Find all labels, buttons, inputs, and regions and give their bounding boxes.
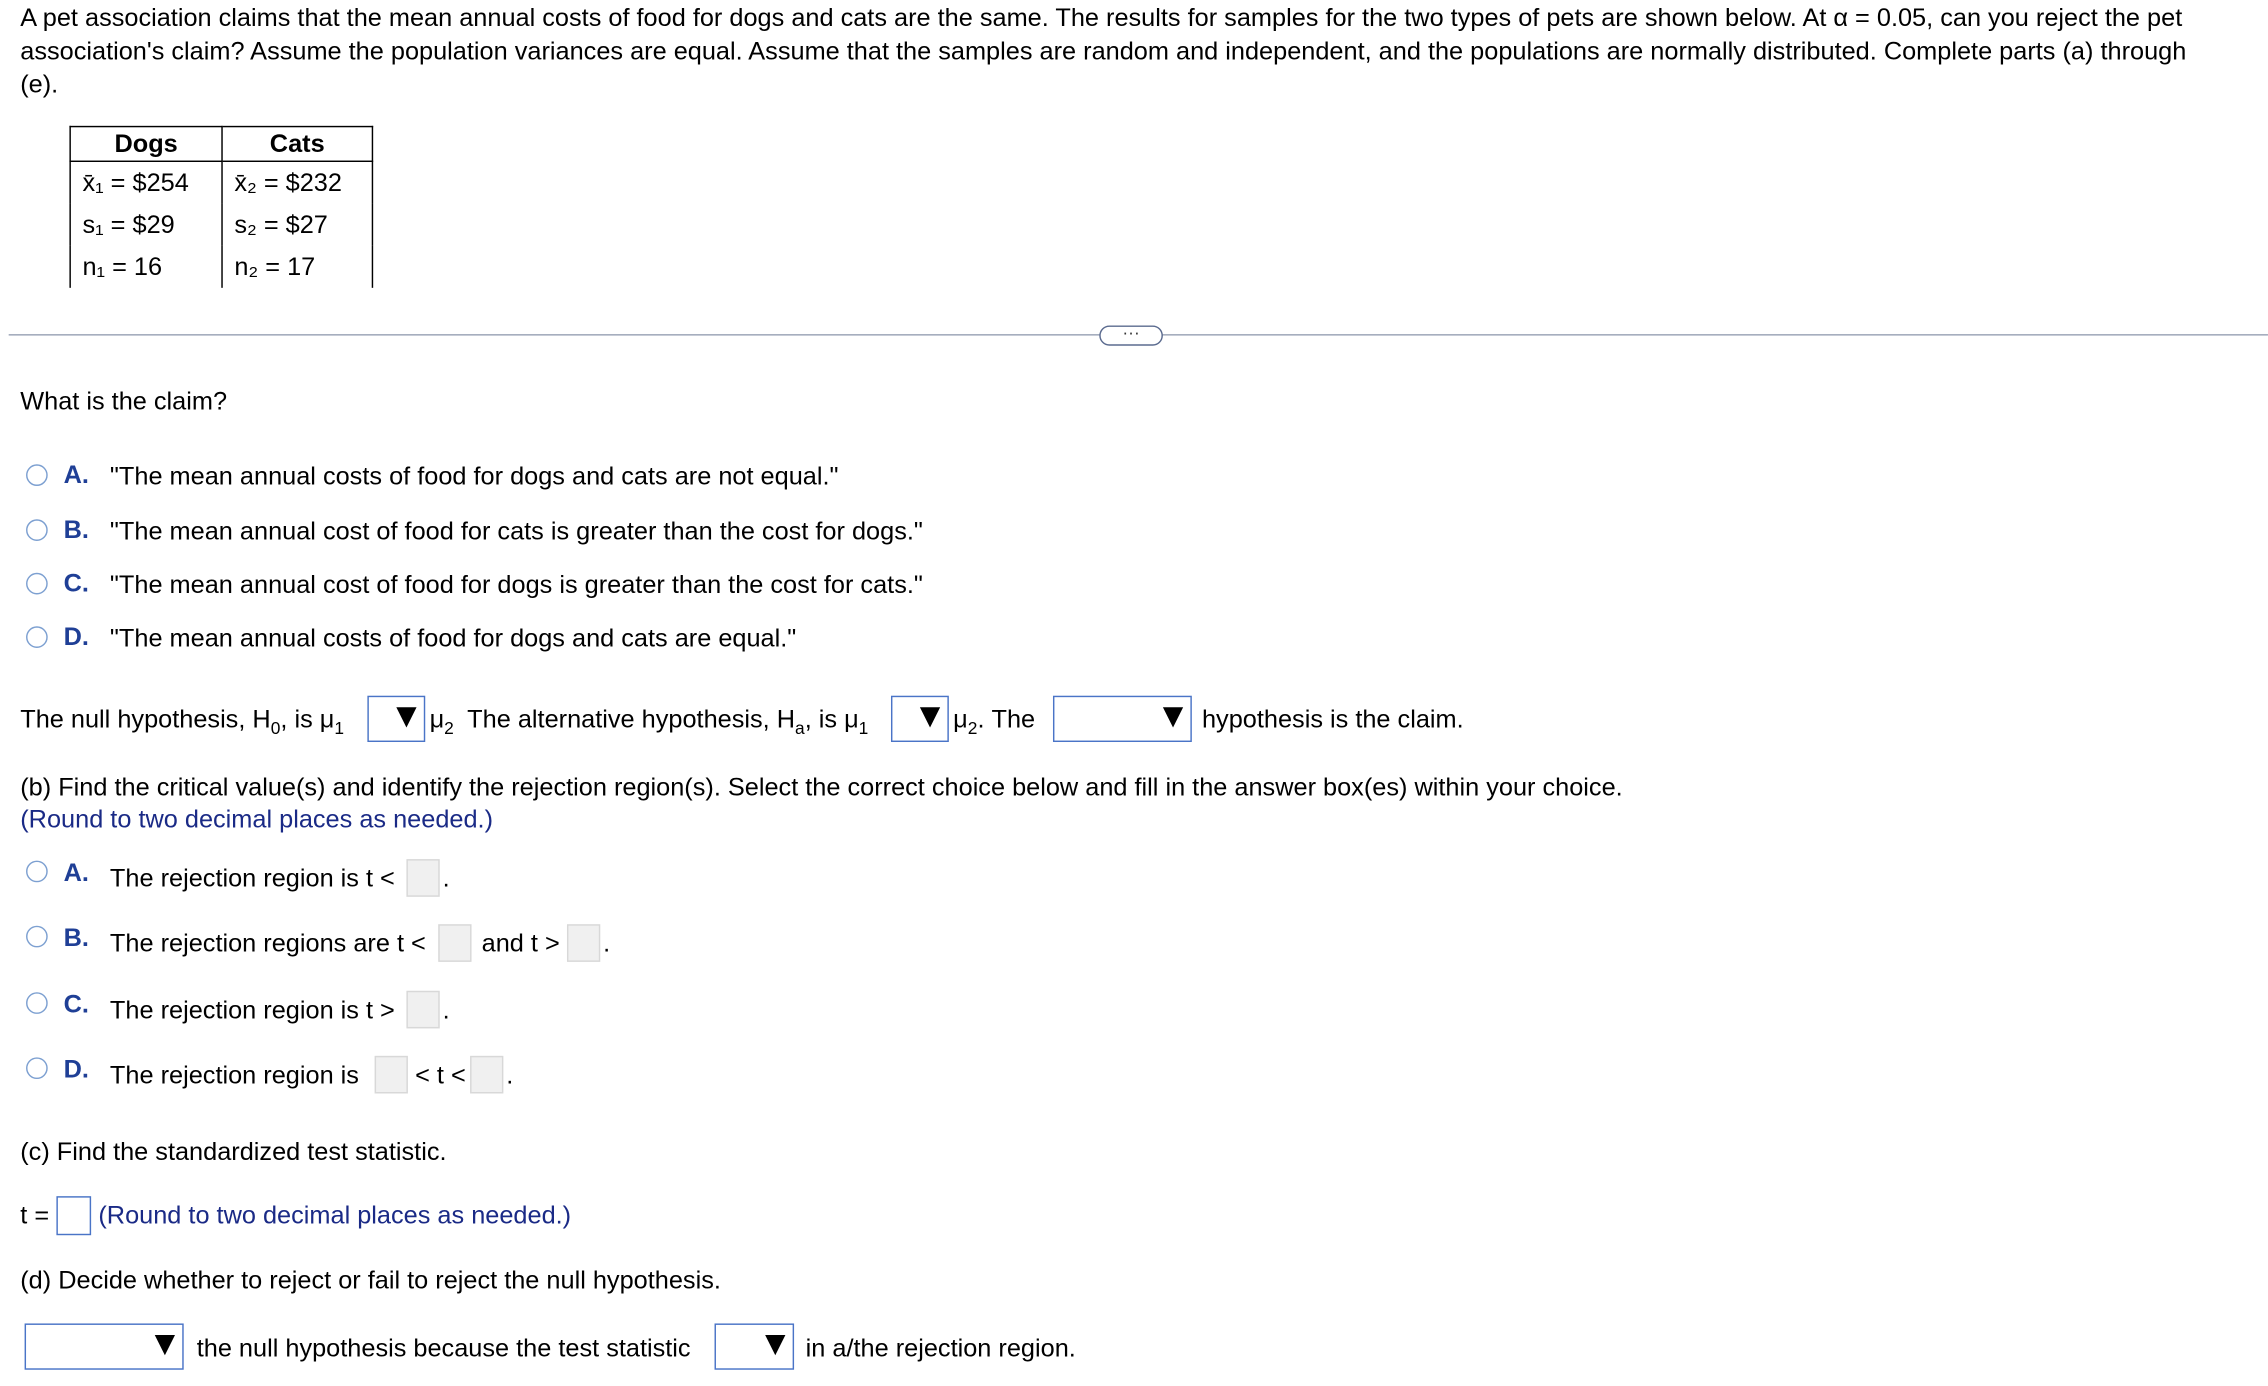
region-option-b-radio[interactable] xyxy=(26,926,48,948)
claim-hypothesis-suffix: hypothesis is the claim. xyxy=(1201,704,1464,734)
dogs-n: n₁ = 16 xyxy=(70,246,222,288)
claim-option-c-radio[interactable] xyxy=(26,573,48,595)
region-option-d-mid: < t < xyxy=(415,1060,466,1090)
chevron-down-icon xyxy=(765,1335,785,1355)
decision-question: (d) Decide whether to reject or fail to reject the null hypothesis. xyxy=(20,1265,721,1295)
decision-text-1: the null hypothesis because the test statistic xyxy=(196,1333,691,1363)
claim-option-c-text: "The mean annual cost of food for dogs is greater than the cost for cats." xyxy=(109,569,923,599)
critical-value-round-note: (Round to two decimal places as needed.) xyxy=(20,804,494,834)
more-button[interactable]: ··· xyxy=(1099,325,1163,345)
null-hypothesis-label: The null hypothesis, $H_0$, is $\mu_1$ xyxy=(20,704,345,739)
chevron-down-icon xyxy=(920,707,940,727)
claim-option-a-radio[interactable] xyxy=(26,464,48,486)
chevron-down-icon xyxy=(155,1335,175,1355)
claim-option-d-letter: D. xyxy=(63,621,89,651)
table-header-dogs: Dogs xyxy=(70,127,222,162)
region-option-d-text: The rejection region is xyxy=(109,1060,359,1090)
region-option-c-radio[interactable] xyxy=(26,992,48,1014)
alt-hypothesis-mu2: $\mu_2$. The xyxy=(953,704,1036,739)
alt-hypothesis-label: The alternative hypothesis, $H_a$, is $\mu_1$ xyxy=(467,704,869,739)
claim-option-b-text: "The mean annual cost of food for cats is greater than the cost for dogs." xyxy=(109,516,923,546)
critical-value-question: (b) Find the critical value(s) and identify the rejection region(s). Select the correct choice below and fill in the answer box(es) within your choice. xyxy=(20,772,1623,802)
dogs-sd: s₁ = $29 xyxy=(70,204,222,246)
chevron-down-icon xyxy=(396,707,416,727)
claim-option-b-radio[interactable] xyxy=(26,519,48,541)
region-b-lower-answer-box[interactable] xyxy=(438,924,471,962)
region-option-a-letter: A. xyxy=(63,857,89,887)
reject-decision-dropdown[interactable] xyxy=(25,1323,184,1369)
region-option-b-letter: B. xyxy=(63,922,89,952)
statistic-location-dropdown[interactable] xyxy=(715,1323,795,1369)
chevron-down-icon xyxy=(1163,707,1183,727)
problem-intro: A pet association claims that the mean annual costs of food for dogs and cats are the same. The results for samples for the two types of pets are shown below. At α = 0.05, can you reject the pet association's claim? Assume the population variances are equal. Assume that the samples are random and independent, and the populations are normally distributed. Complete parts (a) through (e). xyxy=(20,2,2187,99)
region-d-period: . xyxy=(506,1060,514,1090)
claim-option-d-radio[interactable] xyxy=(26,626,48,648)
region-option-b-mid: and t > xyxy=(481,928,560,958)
dogs-mean: x̄₁ = $254 xyxy=(70,161,222,204)
region-option-a-radio[interactable] xyxy=(26,861,48,883)
region-a-period: . xyxy=(442,863,450,893)
cats-sd: s₂ = $27 xyxy=(222,204,372,246)
cats-n: n₂ = 17 xyxy=(222,246,372,288)
claim-option-a-letter: A. xyxy=(63,459,89,489)
table-header-cats: Cats xyxy=(222,127,372,162)
region-c-answer-box[interactable] xyxy=(406,991,439,1029)
decision-text-2: in a/the rejection region. xyxy=(805,1333,1076,1363)
test-statistic-round-note: (Round to two decimal places as needed.) xyxy=(98,1200,572,1230)
region-option-d-letter: D. xyxy=(63,1054,89,1084)
region-option-a-text: The rejection region is t < xyxy=(109,863,395,893)
claim-option-c-letter: C. xyxy=(63,568,89,598)
claim-option-b-letter: B. xyxy=(63,514,89,544)
test-statistic-input[interactable] xyxy=(56,1196,91,1235)
region-c-period: . xyxy=(442,995,450,1025)
null-hypothesis-operator-dropdown[interactable] xyxy=(367,696,425,742)
claim-hypothesis-dropdown[interactable] xyxy=(1053,696,1192,742)
alt-hypothesis-operator-dropdown[interactable] xyxy=(891,696,949,742)
test-statistic-question: (c) Find the standardized test statistic. xyxy=(20,1136,447,1166)
t-label: t = xyxy=(20,1200,50,1230)
cats-mean: x̄₂ = $232 xyxy=(222,161,372,204)
claim-question: What is the claim? xyxy=(20,386,228,416)
region-option-c-text: The rejection region is t > xyxy=(109,995,395,1025)
region-b-period: . xyxy=(603,928,611,958)
null-hypothesis-mu2: $\mu_2$ xyxy=(429,704,454,739)
region-b-upper-answer-box[interactable] xyxy=(567,924,600,962)
region-d-lower-answer-box[interactable] xyxy=(375,1056,408,1094)
region-option-b-text: The rejection regions are t < xyxy=(109,928,426,958)
sample-stats-table xyxy=(69,126,373,288)
region-option-d-radio[interactable] xyxy=(26,1057,48,1079)
claim-option-a-text: "The mean annual costs of food for dogs and cats are not equal." xyxy=(109,461,839,491)
claim-option-d-text: "The mean annual costs of food for dogs and cats are equal." xyxy=(109,623,797,653)
region-option-c-letter: C. xyxy=(63,989,89,1019)
region-d-upper-answer-box[interactable] xyxy=(470,1056,503,1094)
region-a-answer-box[interactable] xyxy=(406,859,439,897)
